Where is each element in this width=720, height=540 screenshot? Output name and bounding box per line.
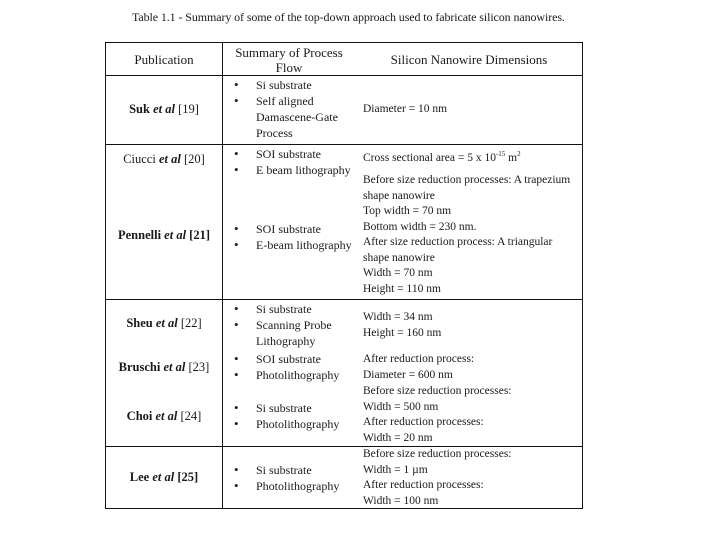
reference: [21] bbox=[189, 228, 210, 242]
et-al: et al bbox=[163, 360, 186, 374]
dimensions-cell bbox=[363, 102, 585, 118]
process-item: • Photolithography bbox=[234, 416, 359, 432]
reference: [25] bbox=[177, 470, 199, 484]
process-cell bbox=[234, 146, 359, 178]
process-item: • Self aligned Damascene-Gate Process bbox=[234, 93, 359, 141]
process-item: • Si substrate bbox=[234, 462, 359, 478]
area-unit-exponent: 2 bbox=[517, 150, 521, 158]
area-exponent: -15 bbox=[495, 150, 506, 158]
header-process-flow bbox=[224, 45, 354, 75]
process-item: • SOI substrate bbox=[234, 146, 359, 162]
dimension-line: Height = 110 nm bbox=[363, 282, 441, 295]
reference: [24] bbox=[180, 409, 202, 423]
dimensions-cell bbox=[363, 173, 581, 297]
publication-cell bbox=[106, 102, 222, 117]
table-row bbox=[106, 299, 582, 446]
dimensions-cell bbox=[363, 352, 585, 383]
process-cell bbox=[234, 301, 359, 349]
header-publication: Publication bbox=[134, 52, 194, 67]
dimension-line: Width = 20 nm bbox=[363, 431, 433, 444]
reference: [23] bbox=[188, 360, 210, 374]
process-item: • Photolithography bbox=[234, 478, 359, 494]
dimension-line: Before size reduction processes: bbox=[363, 385, 512, 397]
dimensions-cell bbox=[363, 151, 585, 167]
header-process-line2: Flow bbox=[275, 60, 303, 75]
dimension-line: Width = 70 nm bbox=[363, 267, 433, 279]
process-item: • Si substrate bbox=[234, 301, 359, 317]
dimension-line: Diameter = 10 nm bbox=[363, 103, 448, 115]
dimension-line: Width = 100 nm bbox=[363, 494, 439, 507]
reference: [22] bbox=[180, 316, 202, 330]
dimension-line: After reduction process: bbox=[363, 353, 475, 365]
process-cell bbox=[234, 400, 359, 432]
dimension-line: After reduction processes: bbox=[363, 479, 484, 491]
publication-cell bbox=[106, 360, 222, 375]
table-row bbox=[106, 446, 582, 508]
process-item: • E beam lithography bbox=[234, 162, 359, 178]
dimension-line bbox=[363, 151, 585, 167]
publication-cell bbox=[106, 470, 222, 485]
author: Ciucci bbox=[123, 152, 156, 166]
header-dimensions: Silicon Nanowire Dimensions bbox=[390, 52, 548, 67]
process-item: • SOI substrate bbox=[234, 221, 359, 237]
dimension-line: After reduction processes: bbox=[363, 416, 484, 428]
process-cell bbox=[234, 351, 359, 383]
process-item: • Photolithography bbox=[234, 367, 359, 383]
publication-cell bbox=[106, 152, 222, 167]
dimension-line: Bottom width = 230 nm. bbox=[363, 220, 477, 233]
publication-cell bbox=[106, 228, 222, 243]
author: Bruschi bbox=[118, 360, 161, 374]
process-item: • E-beam lithography bbox=[234, 237, 359, 253]
process-item: • SOI substrate bbox=[234, 351, 359, 367]
dimensions-cell bbox=[363, 310, 585, 341]
author: Sheu bbox=[126, 316, 153, 330]
publication-cell bbox=[106, 409, 222, 424]
author: Suk bbox=[129, 102, 150, 116]
dimension-line: After size reduction process: A triangular shape nanowire bbox=[363, 236, 553, 264]
et-al: et al bbox=[155, 316, 178, 330]
dimension-line: Before size reduction processes: A trapezium shape nanowire bbox=[363, 174, 571, 202]
dimension-line: Before size reduction processes: bbox=[363, 448, 512, 460]
table-header bbox=[106, 43, 582, 76]
table-caption: Table 1.1 - Summary of some of the top-down approach used to fabricate silicon nanowires. bbox=[132, 10, 565, 24]
dimensions-cell bbox=[363, 447, 585, 509]
et-al: et al bbox=[158, 152, 181, 166]
process-cell bbox=[234, 462, 359, 494]
reference: [19] bbox=[178, 102, 199, 116]
process-cell bbox=[234, 77, 359, 141]
process-cell bbox=[234, 221, 359, 253]
et-al: et al bbox=[164, 228, 187, 242]
reference: [20] bbox=[183, 152, 205, 166]
process-item: • Si substrate bbox=[234, 77, 359, 93]
header-process-line1: Summary of Process bbox=[235, 45, 343, 60]
process-item: • Scanning Probe Lithography bbox=[234, 317, 359, 349]
dimension-line: Diameter = 600 nm bbox=[363, 368, 453, 381]
table-row bbox=[106, 144, 582, 299]
process-item: • Si substrate bbox=[234, 400, 359, 416]
author: Pennelli bbox=[117, 228, 162, 242]
publication-cell bbox=[106, 316, 222, 331]
author: Lee bbox=[129, 470, 150, 484]
area-unit: m bbox=[505, 152, 518, 164]
author: Choi bbox=[126, 409, 153, 423]
dimension-line: Height = 160 nm bbox=[363, 326, 442, 339]
area-prefix: Cross sectional area = 5 x 10 bbox=[363, 152, 496, 164]
et-al: et al bbox=[153, 102, 175, 116]
table-row bbox=[106, 76, 582, 144]
dimension-line: Width = 34 nm bbox=[363, 311, 433, 323]
dimensions-cell bbox=[363, 384, 585, 446]
dimension-line: Width = 1 µm bbox=[363, 463, 428, 476]
dimension-line: Top width = 70 nm bbox=[363, 205, 452, 217]
et-al: et al bbox=[152, 470, 175, 484]
et-al: et al bbox=[155, 409, 178, 423]
dimension-line: Width = 500 nm bbox=[363, 400, 439, 413]
summary-table bbox=[105, 42, 583, 509]
